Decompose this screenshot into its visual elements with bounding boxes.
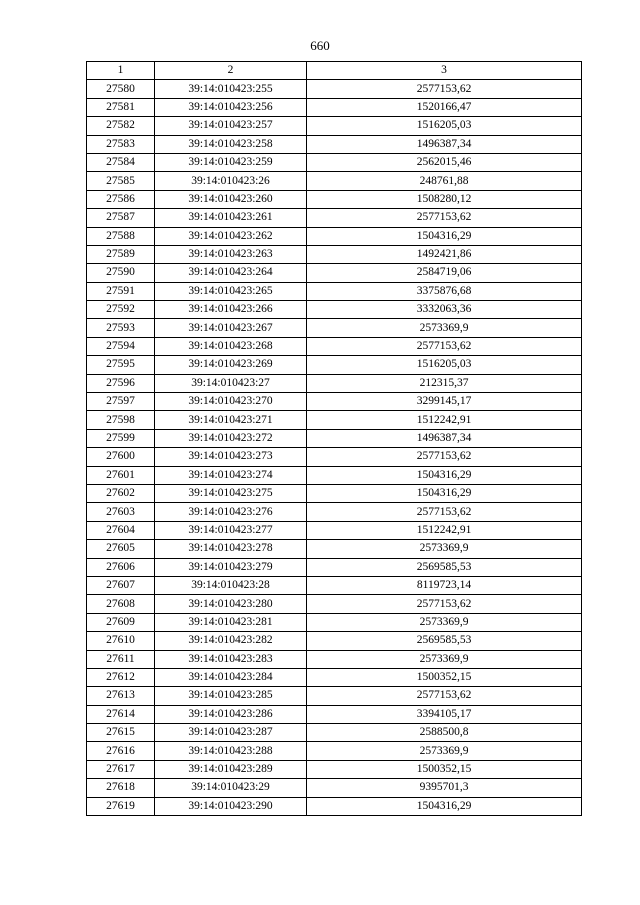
row-number-cell: 27606 [87, 558, 155, 576]
cadastral-number-cell: 39:14:010423:288 [155, 742, 307, 760]
table-row [87, 319, 582, 337]
table-row [87, 374, 582, 392]
row-number-cell: 27607 [87, 576, 155, 594]
table-row [87, 301, 582, 319]
value-cell: 2573369,9 [307, 742, 582, 760]
row-number-cell: 27589 [87, 245, 155, 263]
cadastral-number-cell: 39:14:010423:257 [155, 117, 307, 135]
table-row [87, 613, 582, 631]
table-row [87, 742, 582, 760]
value-cell: 1504316,29 [307, 466, 582, 484]
cadastral-number-cell: 39:14:010423:284 [155, 668, 307, 686]
table-row [87, 172, 582, 190]
cadastral-number-cell: 39:14:010423:277 [155, 521, 307, 539]
row-number-cell: 27618 [87, 779, 155, 797]
table-row [87, 448, 582, 466]
value-cell: 2573369,9 [307, 540, 582, 558]
cadastral-number-cell: 39:14:010423:276 [155, 503, 307, 521]
row-number-cell: 27603 [87, 503, 155, 521]
row-number-cell: 27611 [87, 650, 155, 668]
value-cell: 1504316,29 [307, 227, 582, 245]
cadastral-number-cell: 39:14:010423:29 [155, 779, 307, 797]
cadastral-number-cell: 39:14:010423:282 [155, 632, 307, 650]
cadastral-number-cell: 39:14:010423:259 [155, 153, 307, 171]
value-cell: 1516205,03 [307, 117, 582, 135]
table-row [87, 411, 582, 429]
row-number-cell: 27590 [87, 264, 155, 282]
row-number-cell: 27580 [87, 80, 155, 98]
value-cell: 2573369,9 [307, 613, 582, 631]
cadastral-number-cell: 39:14:010423:269 [155, 356, 307, 374]
row-number-cell: 27608 [87, 595, 155, 613]
table-row [87, 282, 582, 300]
row-number-cell: 27609 [87, 613, 155, 631]
cadastral-number-cell: 39:14:010423:272 [155, 429, 307, 447]
table-row [87, 705, 582, 723]
table-row [87, 650, 582, 668]
value-cell: 1508280,12 [307, 190, 582, 208]
value-cell: 3394105,17 [307, 705, 582, 723]
value-cell: 1496387,34 [307, 429, 582, 447]
cadastral-number-cell: 39:14:010423:283 [155, 650, 307, 668]
cadastral-number-cell: 39:14:010423:270 [155, 393, 307, 411]
cadastral-number-cell: 39:14:010423:265 [155, 282, 307, 300]
row-number-cell: 27601 [87, 466, 155, 484]
cadastral-number-cell: 39:14:010423:256 [155, 98, 307, 116]
value-cell: 1500352,15 [307, 760, 582, 778]
row-number-cell: 27615 [87, 724, 155, 742]
value-cell: 1512242,91 [307, 411, 582, 429]
data-table [86, 61, 582, 816]
value-cell: 2577153,62 [307, 595, 582, 613]
table-row [87, 558, 582, 576]
cadastral-number-cell: 39:14:010423:258 [155, 135, 307, 153]
cadastral-number-cell: 39:14:010423:262 [155, 227, 307, 245]
cadastral-number-cell: 39:14:010423:281 [155, 613, 307, 631]
value-cell: 2573369,9 [307, 650, 582, 668]
table-row [87, 724, 582, 742]
row-number-cell: 27614 [87, 705, 155, 723]
row-number-cell: 27587 [87, 209, 155, 227]
value-cell: 3375876,68 [307, 282, 582, 300]
table-row [87, 760, 582, 778]
value-cell: 212315,37 [307, 374, 582, 392]
row-number-cell: 27581 [87, 98, 155, 116]
table-row [87, 80, 582, 98]
value-cell: 1512242,91 [307, 521, 582, 539]
column-header-3: 3 [307, 62, 582, 80]
row-number-cell: 27592 [87, 301, 155, 319]
cadastral-number-cell: 39:14:010423:260 [155, 190, 307, 208]
table-row [87, 264, 582, 282]
row-number-cell: 27595 [87, 356, 155, 374]
table-row [87, 503, 582, 521]
table-row [87, 393, 582, 411]
column-header-2: 2 [155, 62, 307, 80]
table-row [87, 576, 582, 594]
cadastral-number-cell: 39:14:010423:287 [155, 724, 307, 742]
cadastral-number-cell: 39:14:010423:261 [155, 209, 307, 227]
table-row [87, 779, 582, 797]
value-cell: 1500352,15 [307, 668, 582, 686]
row-number-cell: 27619 [87, 797, 155, 815]
row-number-cell: 27582 [87, 117, 155, 135]
value-cell: 2573369,9 [307, 319, 582, 337]
cadastral-number-cell: 39:14:010423:267 [155, 319, 307, 337]
table-row [87, 135, 582, 153]
cadastral-number-cell: 39:14:010423:278 [155, 540, 307, 558]
table-row [87, 595, 582, 613]
table-row [87, 209, 582, 227]
cadastral-number-cell: 39:14:010423:273 [155, 448, 307, 466]
row-number-cell: 27585 [87, 172, 155, 190]
row-number-cell: 27597 [87, 393, 155, 411]
cadastral-number-cell: 39:14:010423:280 [155, 595, 307, 613]
value-cell: 2577153,62 [307, 503, 582, 521]
row-number-cell: 27594 [87, 337, 155, 355]
table-row [87, 687, 582, 705]
cadastral-number-cell: 39:14:010423:255 [155, 80, 307, 98]
table-row [87, 245, 582, 263]
row-number-cell: 27604 [87, 521, 155, 539]
row-number-cell: 27613 [87, 687, 155, 705]
row-number-cell: 27584 [87, 153, 155, 171]
cadastral-number-cell: 39:14:010423:27 [155, 374, 307, 392]
row-number-cell: 27591 [87, 282, 155, 300]
value-cell: 2577153,62 [307, 448, 582, 466]
row-number-cell: 27600 [87, 448, 155, 466]
row-number-cell: 27598 [87, 411, 155, 429]
row-number-cell: 27599 [87, 429, 155, 447]
cadastral-number-cell: 39:14:010423:28 [155, 576, 307, 594]
value-cell: 1504316,29 [307, 484, 582, 502]
value-cell: 1504316,29 [307, 797, 582, 815]
table-row [87, 117, 582, 135]
value-cell: 1516205,03 [307, 356, 582, 374]
value-cell: 2588500,8 [307, 724, 582, 742]
value-cell: 8119723,14 [307, 576, 582, 594]
row-number-cell: 27617 [87, 760, 155, 778]
table-row [87, 429, 582, 447]
cadastral-number-cell: 39:14:010423:290 [155, 797, 307, 815]
cadastral-number-cell: 39:14:010423:285 [155, 687, 307, 705]
table-row [87, 484, 582, 502]
cadastral-number-cell: 39:14:010423:26 [155, 172, 307, 190]
value-cell: 2569585,53 [307, 558, 582, 576]
cadastral-number-cell: 39:14:010423:289 [155, 760, 307, 778]
page-number: 660 [310, 38, 330, 53]
table-row [87, 632, 582, 650]
value-cell: 2584719,06 [307, 264, 582, 282]
value-cell: 248761,88 [307, 172, 582, 190]
value-cell: 2562015,46 [307, 153, 582, 171]
table-row [87, 540, 582, 558]
row-number-cell: 27588 [87, 227, 155, 245]
row-number-cell: 27596 [87, 374, 155, 392]
table-row [87, 98, 582, 116]
row-number-cell: 27586 [87, 190, 155, 208]
cadastral-number-cell: 39:14:010423:275 [155, 484, 307, 502]
value-cell: 1520166,47 [307, 98, 582, 116]
table-row [87, 466, 582, 484]
table-row [87, 356, 582, 374]
value-cell: 2577153,62 [307, 337, 582, 355]
row-number-cell: 27612 [87, 668, 155, 686]
column-header-1: 1 [87, 62, 155, 80]
table-row [87, 153, 582, 171]
value-cell: 9395701,3 [307, 779, 582, 797]
cadastral-number-cell: 39:14:010423:264 [155, 264, 307, 282]
value-cell: 2569585,53 [307, 632, 582, 650]
value-cell: 2577153,62 [307, 80, 582, 98]
row-number-cell: 27593 [87, 319, 155, 337]
value-cell: 2577153,62 [307, 209, 582, 227]
header-row [87, 62, 582, 80]
value-cell: 3299145,17 [307, 393, 582, 411]
cadastral-number-cell: 39:14:010423:274 [155, 466, 307, 484]
table-row [87, 337, 582, 355]
cadastral-number-cell: 39:14:010423:271 [155, 411, 307, 429]
value-cell: 1492421,86 [307, 245, 582, 263]
value-cell: 2577153,62 [307, 687, 582, 705]
table-row [87, 668, 582, 686]
row-number-cell: 27616 [87, 742, 155, 760]
cadastral-number-cell: 39:14:010423:263 [155, 245, 307, 263]
cadastral-number-cell: 39:14:010423:286 [155, 705, 307, 723]
row-number-cell: 27605 [87, 540, 155, 558]
cadastral-number-cell: 39:14:010423:268 [155, 337, 307, 355]
value-cell: 3332063,36 [307, 301, 582, 319]
table-row [87, 521, 582, 539]
table-row [87, 797, 582, 815]
table-row [87, 190, 582, 208]
table-body [87, 80, 582, 816]
cadastral-number-cell: 39:14:010423:279 [155, 558, 307, 576]
row-number-cell: 27583 [87, 135, 155, 153]
row-number-cell: 27602 [87, 484, 155, 502]
table-row [87, 227, 582, 245]
value-cell: 1496387,34 [307, 135, 582, 153]
row-number-cell: 27610 [87, 632, 155, 650]
cadastral-number-cell: 39:14:010423:266 [155, 301, 307, 319]
